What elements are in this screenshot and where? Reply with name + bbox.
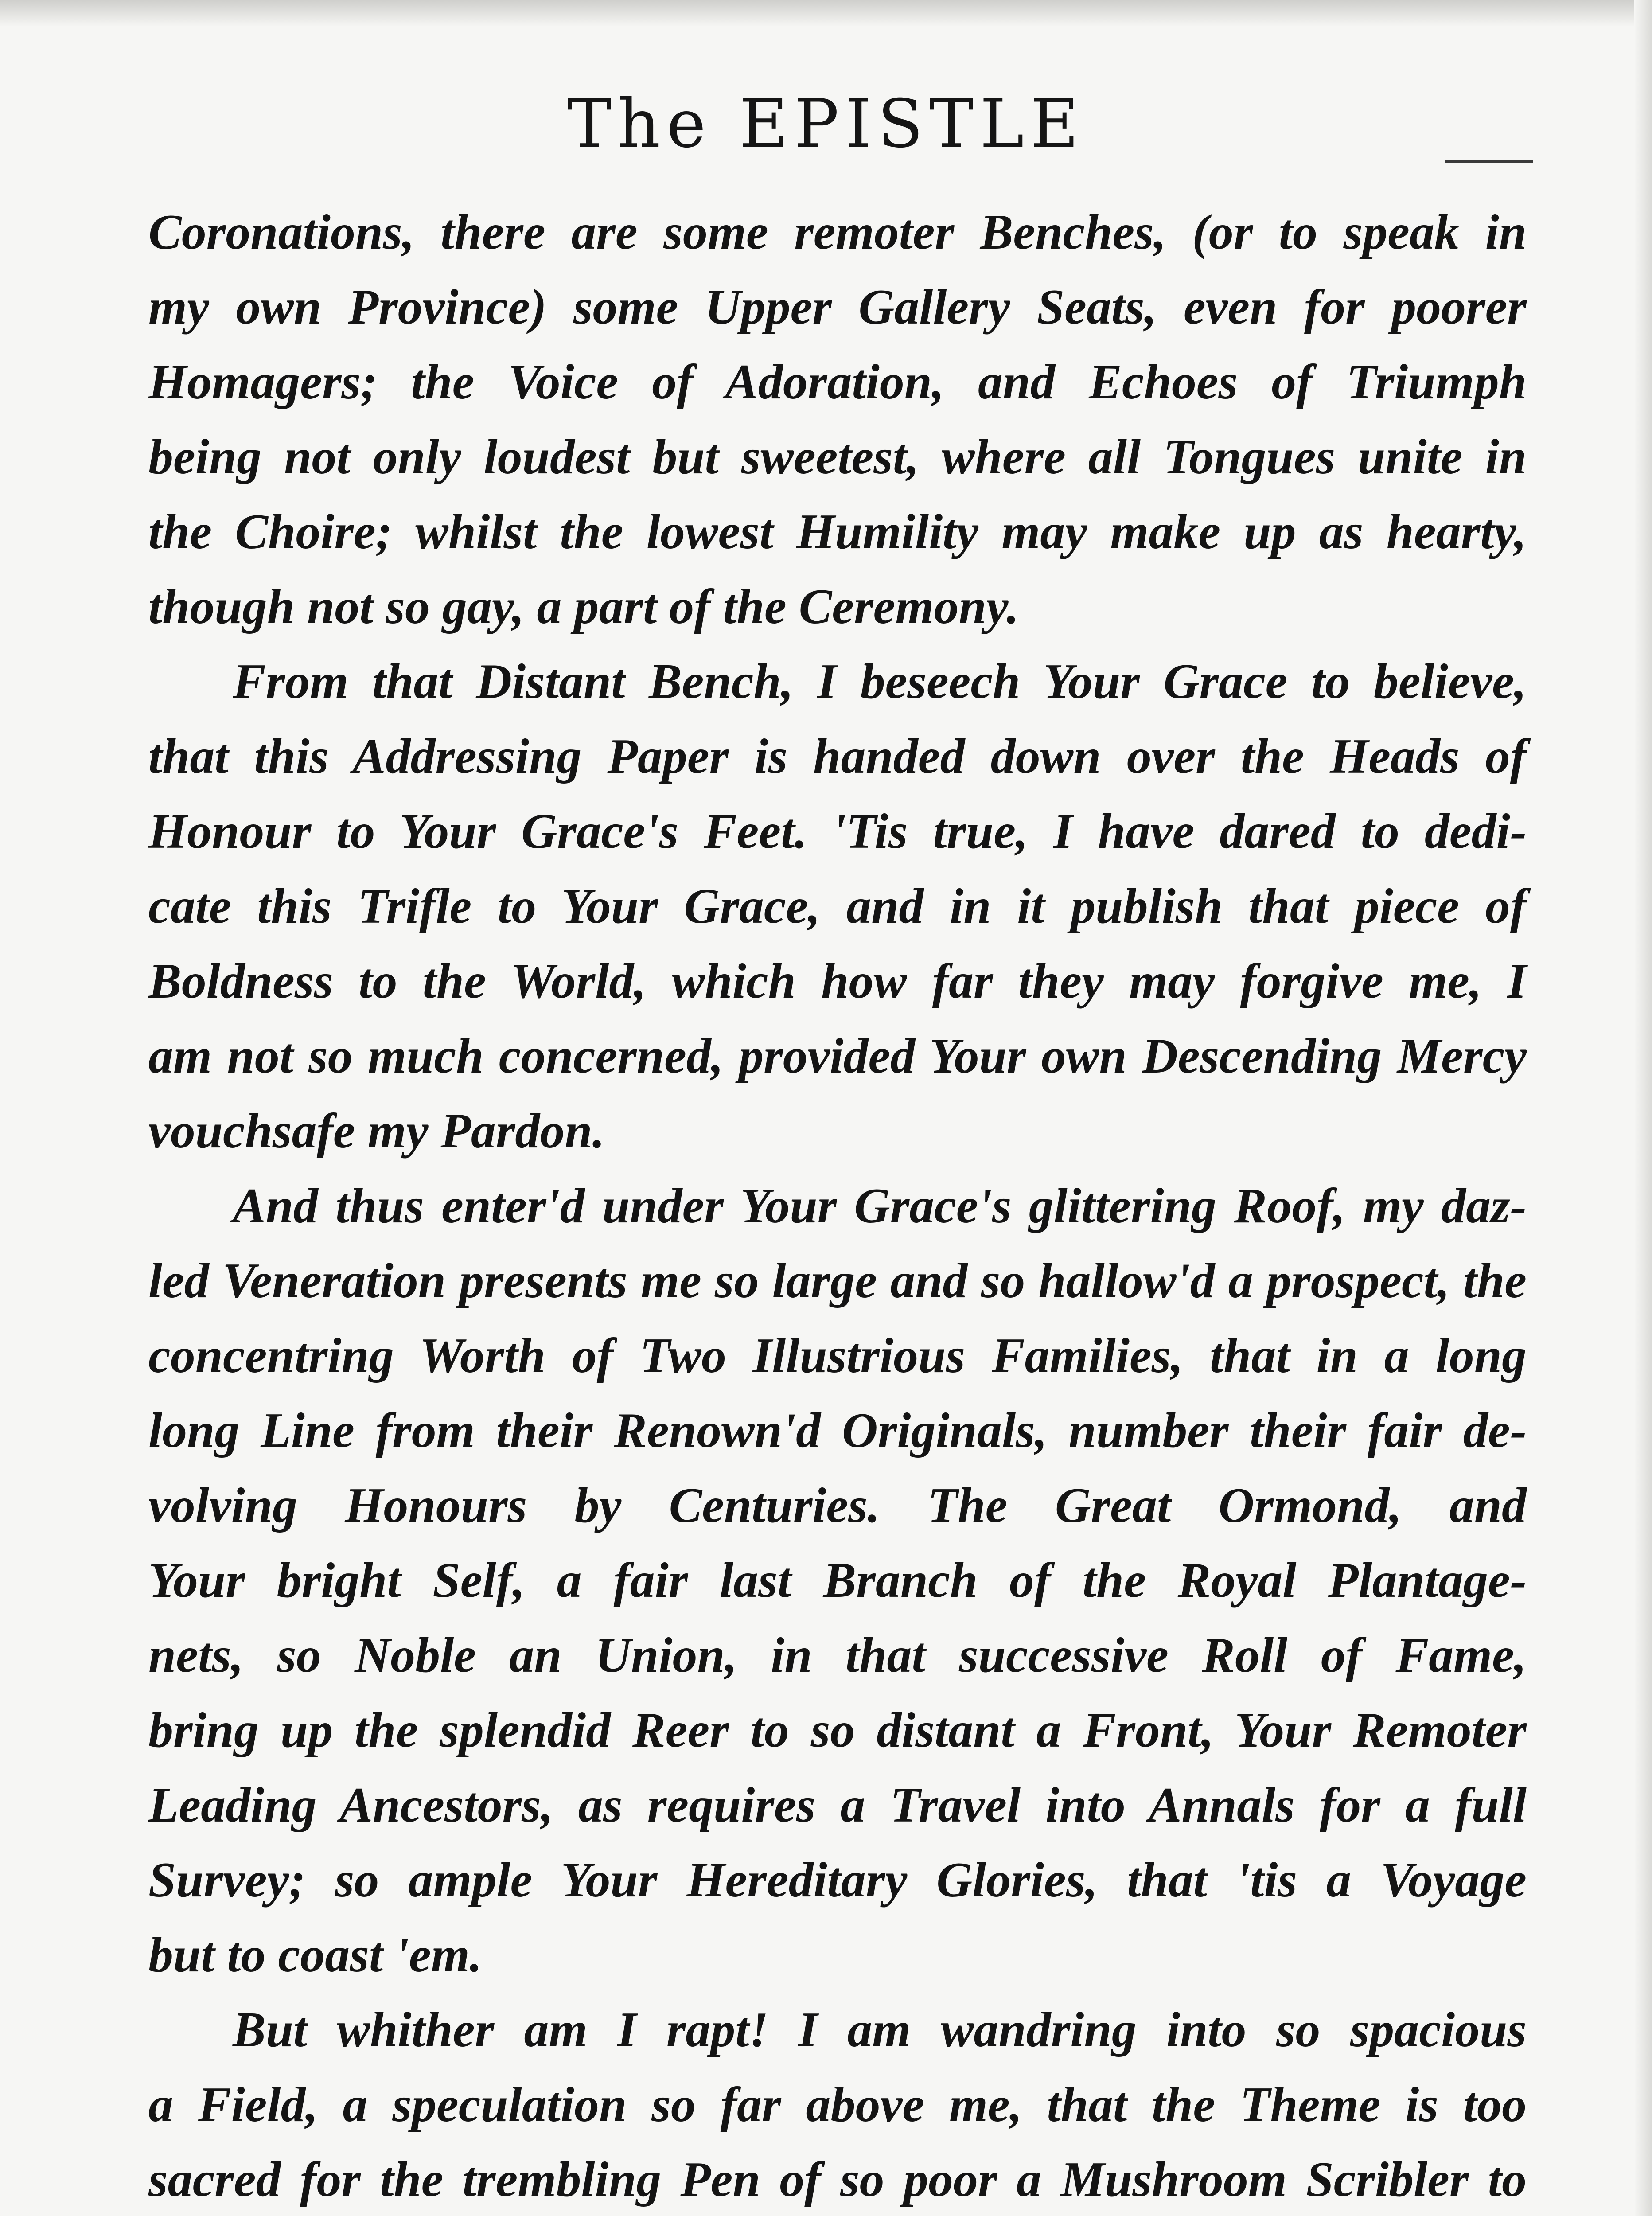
text-line: And thus enter'd under Your Grace's glittering Roof, my daz-	[233, 1178, 1527, 1233]
text-line: sacred for the trembling Pen of so poor a Mushroom Scribler to	[148, 2152, 1527, 2207]
text-line: my own Province) some Upper Gallery Seats, even for poorer	[148, 280, 1527, 335]
text-line: Survey; so ample Your Hereditary Glories, that 'tis a Voyage	[148, 1853, 1527, 1908]
text-line: a Field, a speculation so far above me, that the Theme is too	[148, 2077, 1527, 2132]
text-line: But whither am I rapt! I am wandring into so spacious	[233, 2002, 1527, 2057]
paragraph-2	[148, 644, 1527, 1169]
text-line: From that Distant Bench, I beseech Your Grace to believe,	[233, 654, 1527, 709]
text-line: Coronations, there are some remoter Benches, (or to speak in	[148, 205, 1527, 260]
paragraph-1	[148, 195, 1527, 644]
body-text	[148, 195, 1527, 2216]
text-line: long Line from their Renown'd Originals, number their fair de-	[148, 1403, 1527, 1458]
scan-edge-top	[0, 0, 1652, 27]
running-header: The EPISTLE	[567, 86, 1085, 163]
text-line: Boldness to the World, which how far they may forgive me, I	[148, 954, 1527, 1009]
text-line: vouchsafe my Pardon.	[148, 1104, 605, 1159]
text-line: led Veneration presents me so large and so hallow'd a prospect, the	[148, 1253, 1527, 1308]
text-line: bring up the splendid Reer to so distant a Front, Your Remoter	[148, 1703, 1527, 1758]
text-line: concentring Worth of Two Illustrious Families, that in a long	[148, 1328, 1527, 1383]
text-line: Honour to Your Grace's Feet. 'Tis true, I have dared to dedi-	[148, 804, 1527, 859]
text-line: volving Honours by Centuries. The Great Ormond, and	[148, 1478, 1527, 1533]
text-line: am not so much concerned, provided Your own Descending Mercy	[148, 1029, 1527, 1084]
text-line: Homagers; the Voice of Adoration, and Echoes of Triumph	[148, 355, 1527, 410]
text-line: cate this Trifle to Your Grace, and in it publish that piece of	[148, 879, 1527, 934]
text-line: that this Addressing Paper is handed down over the Heads of	[148, 729, 1527, 784]
paragraph-4	[148, 1993, 1527, 2216]
text-line: being not only loudest but sweetest, where all Tongues unite in	[148, 429, 1527, 484]
text-line: the Choire; whilst the lowest Humility may make up as hearty,	[148, 504, 1527, 559]
scan-edge-right	[1634, 0, 1652, 2216]
paragraph-3	[148, 1169, 1527, 1993]
text-line: but to coast 'em.	[148, 1927, 482, 1982]
header-rule	[1445, 160, 1533, 163]
text-line: Leading Ancestors, as requires a Travel into Annals for a full	[148, 1778, 1527, 1833]
text-line: though not so gay, a part of the Ceremony.	[148, 579, 1019, 634]
text-line: Your bright Self, a fair last Branch of the Royal Plantage-	[148, 1553, 1527, 1608]
text-line: nets, so Noble an Union, in that successive Roll of Fame,	[148, 1628, 1527, 1683]
